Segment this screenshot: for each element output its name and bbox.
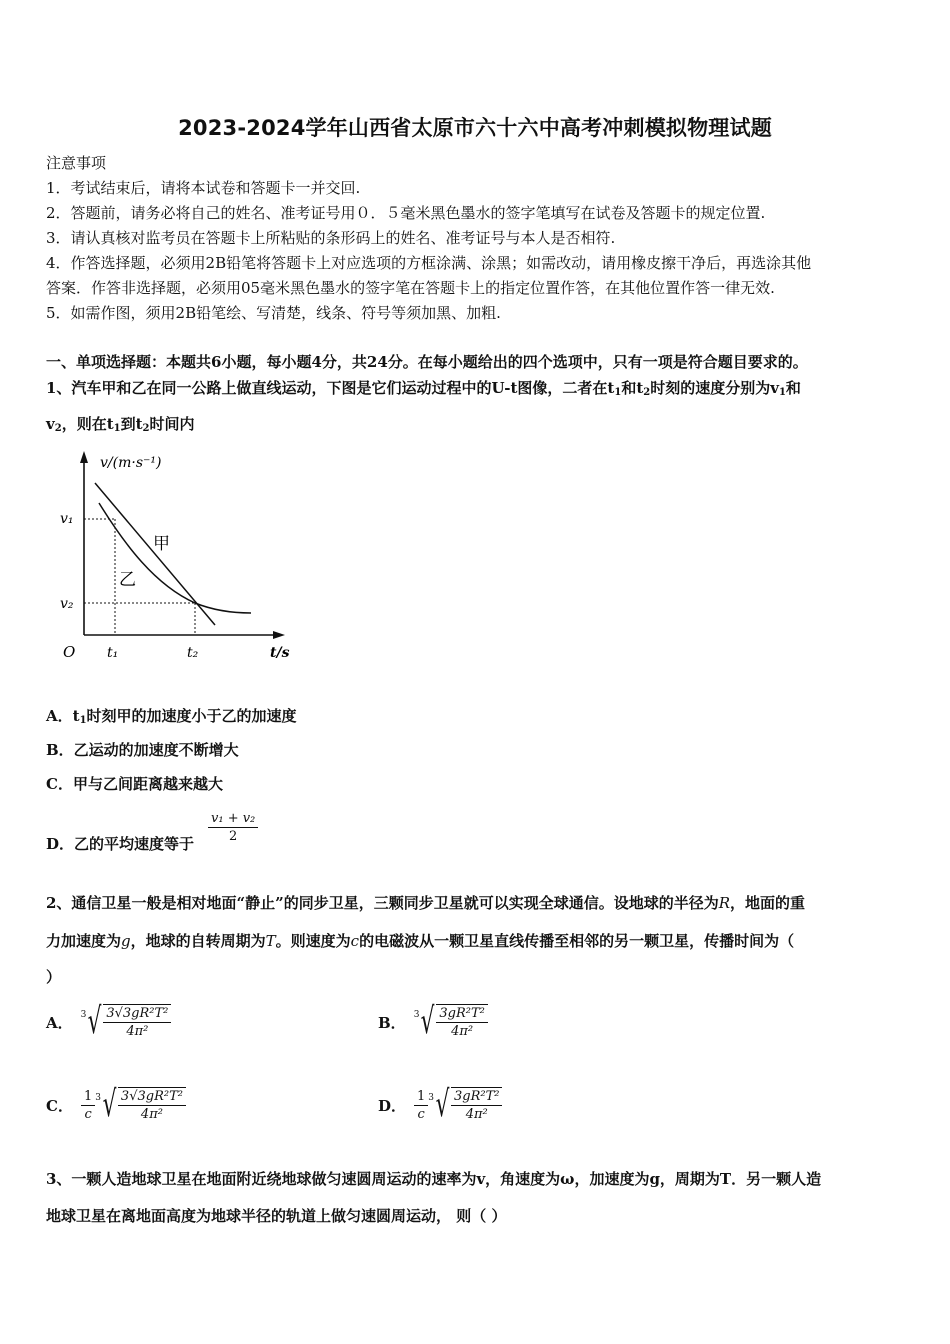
q2-stem-line2: 力加速度为g，地球的自转周期为T。则速度为c的电磁波从一颗卫星直线传播至相邻的另一颗卫星，传播时间为（	[46, 932, 795, 950]
y-axis-arrow	[80, 451, 88, 463]
q1-option-b: B．乙运动的加速度不断增大	[46, 741, 239, 759]
q2-option-c: C． $\frac{1}{c}$ 3 √ $\frac{\text{3√3gR²T²}}{\text{4π²}}$	[46, 1087, 186, 1123]
notice-item-3: 3．请认真核对监考员在答题卡上所粘贴的条形码上的姓名、准考证号与本人是否相符.	[46, 229, 616, 247]
q3-stem-line1: 3、一颗人造地球卫星在地面附近绕地球做匀速圆周运动的速率为v，角速度为ω，加速度为g，周期为T．另一颗人造	[46, 1170, 822, 1188]
q3-stem-line2: 地球卫星在离地面高度为地球半径的轨道上做匀速圆周运动， 则（ ）	[46, 1207, 507, 1225]
v1-label: v₁	[60, 511, 74, 527]
y-axis-label: v/(m·s⁻¹)	[100, 455, 162, 471]
q1-option-c: C．甲与乙间距离越来越大	[46, 775, 223, 793]
q2-stem-line3: ）	[46, 968, 62, 986]
q2-option-a: A． 3 √ $\frac{\text{3√3gR²T²}}{\text{4π²}}$	[46, 1004, 171, 1040]
q1-stem-line2: $v_2$，则在$t_1$到$t_2$时间内	[46, 415, 195, 434]
vt-graph	[55, 445, 300, 665]
label-yi: 乙	[119, 570, 136, 590]
q1-option-d-fraction: $\frac{\text{v₁ + v₂}}{2}$	[208, 810, 258, 845]
notice-item-4: 4．作答选择题，必须用2B铅笔将答题卡上对应选项的方框涂满、涂黑；如需改动，请用橡皮擦干净后，再选涂其他	[46, 254, 812, 272]
q2-stem-line1: 2、通信卫星一般是相对地面“静止”的同步卫星，三颗同步卫星就可以实现全球通信。设地球的半径为R，地面的重	[46, 894, 806, 912]
origin-label: O	[63, 643, 76, 661]
curve-jia	[99, 503, 251, 613]
q1-option-d: D．乙的平均速度等于	[46, 835, 195, 853]
notice-item-4-cont: 答案．作答非选择题，必须用05毫米黑色墨水的签字笔在答题卡上的指定位置作答，在其他位置作答一律无效.	[46, 279, 775, 297]
section-heading: 一、单项选择题：本题共6小题，每小题4分，共24分。在每小题给出的四个选项中，只有一项是符合题目要求的。	[46, 353, 808, 371]
q2-option-d: D． $\frac{1}{c}$ 3 √ $\frac{\text{3gR²T²}}{\text{4π²}}$	[378, 1087, 502, 1123]
t1-label: t₁	[107, 645, 119, 661]
x-axis-label: t/s	[270, 645, 290, 661]
label-jia: 甲	[153, 534, 170, 554]
t2-label: t₂	[187, 645, 199, 661]
x-axis-arrow	[273, 631, 285, 639]
page-title: 2023-2024学年山西省太原市六十六中高考冲刺模拟物理试题	[178, 116, 772, 140]
q1-stem-line1: 1、汽车甲和乙在同一公路上做直线运动，下图是它们运动过程中的U-t图像，二者在$t_1$和$t_2$时刻的速度分别为$v_1$和	[46, 379, 801, 398]
v2-label: v₂	[60, 596, 74, 612]
notice-item-1: 1．考试结束后，请将本试卷和答题卡一并交回.	[46, 179, 361, 197]
notice-item-2: 2．答题前，请务必将自己的姓名、准考证号用０．５毫米黑色墨水的签字笔填写在试卷及答题卡的规定位置.	[46, 204, 766, 222]
notice-heading: 注意事项	[46, 154, 107, 172]
notice-item-5: 5．如需作图，须用2B铅笔绘、写清楚，线条、符号等须加黑、加粗.	[46, 304, 501, 322]
q2-option-b: B． 3 √ $\frac{\text{3gR²T²}}{\text{4π²}}$	[378, 1004, 488, 1040]
q1-option-a: A．$t_1$时刻甲的加速度小于乙的加速度	[46, 707, 297, 726]
